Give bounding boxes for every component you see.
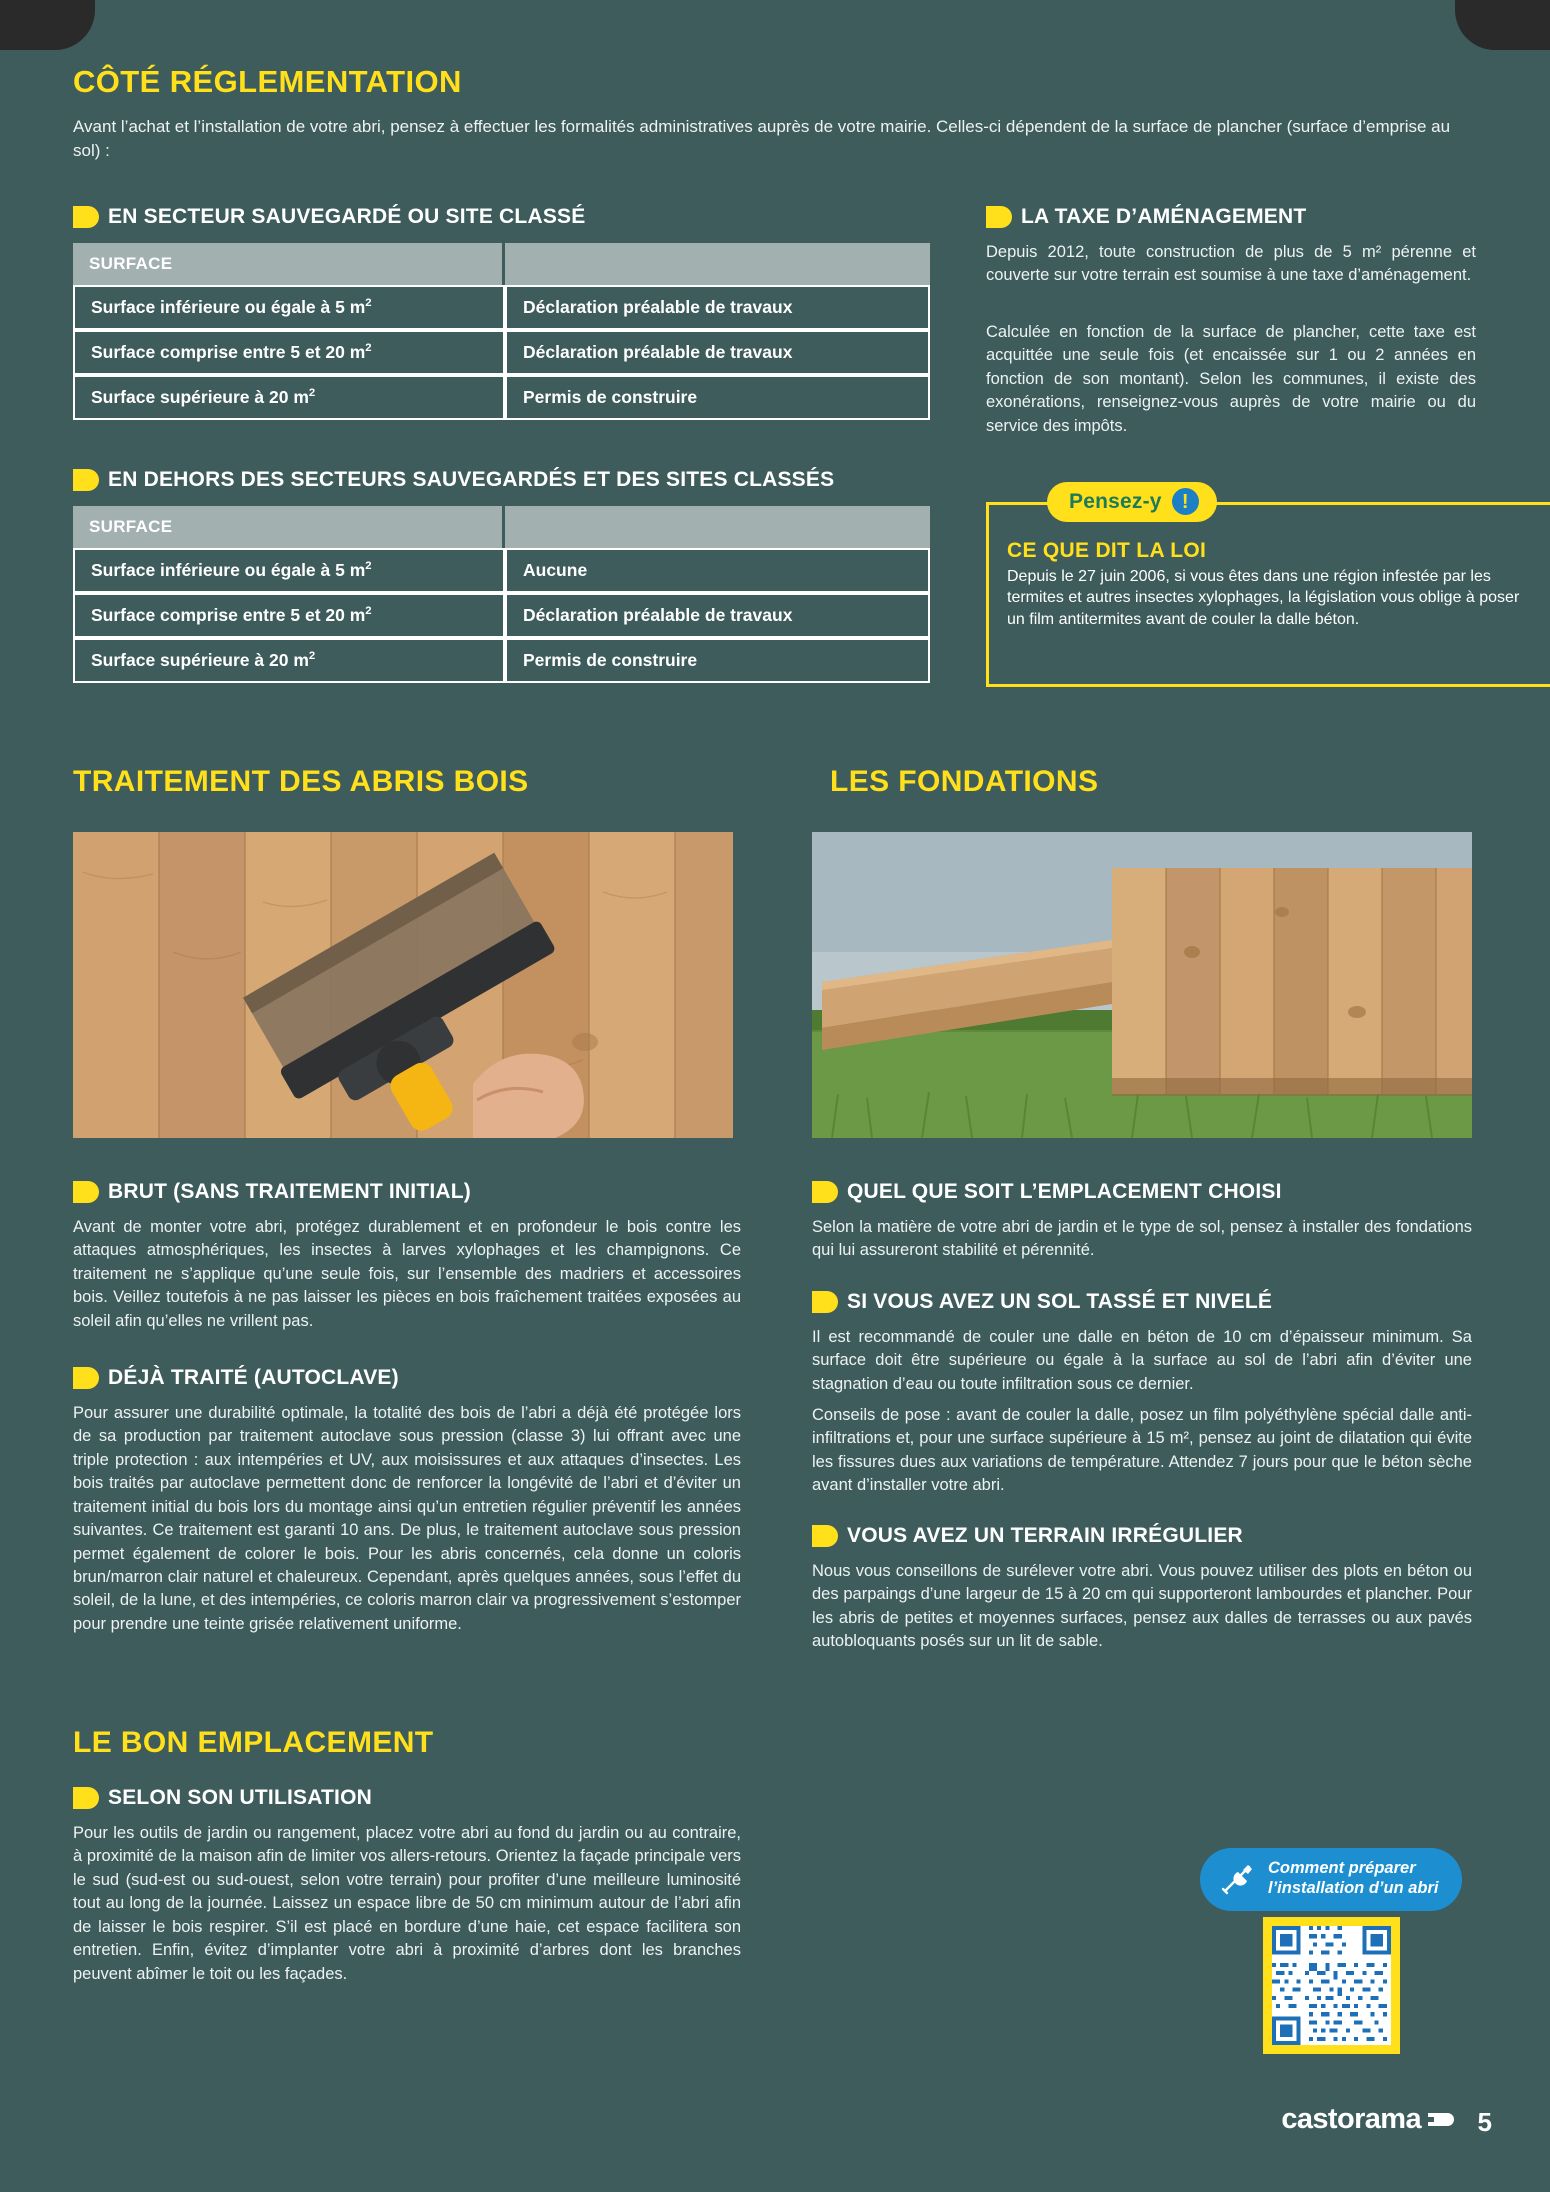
flag-bullet-icon	[73, 469, 99, 491]
heading-autoclave-label: DÉJÀ TRAITÉ (AUTOCLAVE)	[108, 1366, 399, 1389]
heading-sol-tasse-label: SI VOUS AVEZ UN SOL TASSÉ ET NIVELÉ	[847, 1290, 1273, 1313]
autoclave-text: Pour assurer une durabilité optimale, la totalité des bois de l’abri a déjà été protégée lors de sa production par traitement autoclave sous pression (classe 3) lui offrant avec une triple protection : aux intempéries et UV, aux moisissures et aux attaques d’insectes. Les bois traités par autoclave permettent donc de renforcer la longévité de l’abri et d’éviter un traitement initial du bois lors du montage ainsi qu’un entretien régulier préventif les années suivantes. Ce traitement est garanti 10 ans. De plus, le traitement autoclave sous pression permet également de colorer le bois. Pour les abris concernés, cela donne un coloris brun/marron clair naturel et chaleureux. Cependant, après quelques années, sous l’effet du soleil, de la lune, et des intempéries, ce coloris marron clair va progressivement s’estomper pour prendre une teinte grisée relativement uniforme.	[73, 1404, 741, 1633]
heading-autoclave	[73, 1366, 733, 1390]
flag-bullet-icon	[812, 1291, 838, 1313]
qr-promo-pill[interactable]	[1200, 1848, 1462, 1911]
table-row	[73, 285, 930, 330]
photo-fondations	[812, 832, 1472, 1138]
flag-bullet-icon	[73, 206, 99, 228]
table-header-row	[73, 243, 930, 285]
brand-name: castorama	[1281, 2103, 1421, 2135]
heading-selon-utilisation-label: SELON SON UTILISATION	[108, 1786, 372, 1809]
table-secteur-sauvegarde-wrapper	[73, 243, 930, 420]
table-header-row	[73, 506, 930, 548]
brand-logo	[1281, 2103, 1454, 2136]
heading-emplacement-choisi-label: QUEL QUE SOIT L’EMPLACEMENT CHOISI	[847, 1180, 1282, 1203]
exclamation-icon: !	[1172, 488, 1199, 515]
cell-formalite: Déclaration préalable de travaux	[505, 285, 930, 330]
qr-promo-block[interactable]	[1200, 1848, 1462, 2054]
heading-taxe-amenagement	[986, 205, 1486, 229]
flag-bullet-icon	[73, 1181, 99, 1203]
taxe-paragraph-2: Calculée en fonction de la surface de plancher, cette taxe est acquittée une seule fois (et encaissée sur 1 ou 2 années en fonction de son montant). Selon les communes, il existe des exonérations, renseignez-vous auprès de votre mairie ou du service des impôts.	[986, 323, 1476, 435]
cell-surface: Surface inférieure ou égale à 5 $m^2$	[73, 548, 505, 593]
flag-bullet-icon	[812, 1525, 838, 1547]
cell-surface: Surface supérieure à 20 $m^2$	[73, 638, 505, 683]
table-row	[73, 593, 930, 638]
heading-sol-tasse	[812, 1290, 1482, 1314]
emplacement-choisi-text: Selon la matière de votre abri de jardin et le type de sol, pensez à installer des fondations qui lui assureront stabilité et pérennité.	[812, 1218, 1472, 1260]
reglementation-intro: Avant l’achat et l’installation de votre abri, pensez à effectuer les formalités administratives auprès de votre mairie. Celles-ci dépendent de la surface de plancher (surface d’emprise au sol) :	[73, 117, 1451, 161]
brand-swoosh-icon	[1428, 2113, 1454, 2126]
table-row	[73, 375, 930, 420]
cell-formalite: Permis de construire	[505, 375, 930, 420]
cell-surface: Surface comprise entre 5 et 20 $m^2$	[73, 330, 505, 375]
section-title-fondations: LES FONDATIONS	[830, 765, 1099, 798]
callout-text: Depuis le 27 juin 2006, si vous êtes dans une région infestée par les termites et autres insectes xylophages, la législation vous oblige à poser un film antitermites avant de couler la dalle béton.	[1007, 568, 1520, 628]
section-title-traitement: TRAITEMENT DES ABRIS BOIS	[73, 765, 529, 798]
photo-traitement-svg	[73, 832, 733, 1138]
cell-formalite: Déclaration préalable de travaux	[505, 593, 930, 638]
table-hors-secteur	[73, 506, 930, 683]
cell-surface: Surface supérieure à 20 $m^2$	[73, 375, 505, 420]
heading-selon-utilisation	[73, 1786, 733, 1810]
cell-formalite: Aucune	[505, 548, 930, 593]
flag-bullet-icon	[986, 206, 1012, 228]
cell-surface: Surface comprise entre 5 et 20 $m^2$	[73, 593, 505, 638]
heading-taxe-amenagement-label: LA TAXE D’AMÉNAGEMENT	[1021, 205, 1307, 228]
photo-traitement-bois	[73, 832, 733, 1138]
flag-bullet-icon	[73, 1787, 99, 1809]
page-number: 5	[1477, 2107, 1492, 2137]
tools-icon	[1218, 1860, 1256, 1898]
selon-utilisation-text: Pour les outils de jardin ou rangement, placez votre abri au fond du jardin ou au contraire, à proximité de la maison afin de limiter vos allers-retours. Orientez la façade principale vers le sud (sud-est ou sud-ouest, selon votre terrain) pour profiter d’une meilleure luminosité tout au long de la journée. Laissez un espace libre de 50 cm minimum autour de l’abri afin de laisser le bois respirer. S’il est placé en bordure d’une haie, cet espace facilitera son entretien. Enfin, évitez d’implanter votre abri à proximité d’arbres dont les branches peuvent abîmer le toit ou les façades.	[73, 1824, 741, 1983]
heading-emplacement-choisi	[812, 1180, 1482, 1204]
qr-code-box[interactable]	[1263, 1917, 1400, 2054]
callout-badge	[1047, 482, 1217, 522]
sol-tasse-paragraph-1: Il est recommandé de couler une dalle en béton de 10 cm d’épaisseur minimum. Sa surface doit être supérieure ou égale à la surface au sol de l’abri afin d’éviter une stagnation d’eau ou toute infiltration sous ce dernier.	[812, 1328, 1472, 1393]
section-title-bon-emplacement: LE BON EMPLACEMENT	[73, 1726, 434, 1759]
col-header-formalite	[505, 506, 930, 548]
qr-promo-line2: l’installation d’un abri	[1268, 1878, 1439, 1897]
table-row	[73, 638, 930, 683]
qr-code[interactable]	[1272, 1926, 1391, 2045]
heading-secteur-sauvegarde	[73, 205, 973, 229]
qr-code-svg	[1272, 1926, 1391, 2045]
photo-fondations-svg	[812, 832, 1472, 1138]
section-title-reglementation: CÔTÉ RÉGLEMENTATION	[73, 64, 462, 99]
heading-secteur-sauvegarde-label: EN SECTEUR SAUVEGARDÉ OU SITE CLASSÉ	[108, 205, 586, 228]
heading-brut-label: BRUT (SANS TRAITEMENT INITIAL)	[108, 1180, 471, 1203]
callout-pensez-y	[986, 489, 1550, 687]
heading-terrain-irregulier	[812, 1524, 1482, 1548]
heading-terrain-irregulier-label: VOUS AVEZ UN TERRAIN IRRÉGULIER	[847, 1524, 1243, 1547]
table-hors-secteur-wrapper	[73, 506, 930, 683]
qr-promo-line1: Comment préparer	[1268, 1859, 1416, 1877]
terrain-irregulier-text: Nous vous conseillons de surélever votre abri. Vous pouvez utiliser des plots en béton ou des parpaings d’une largeur de 15 à 20 cm qui supporteront lambourdes et plancher. Pour les abris de petites et moyennes surfaces, pensez aux dalles de terrasses ou aux pavés autobloquants posés sur un lit de sable.	[812, 1562, 1472, 1651]
table-secteur-sauvegarde	[73, 243, 930, 420]
flag-bullet-icon	[73, 1367, 99, 1389]
callout-title: CE QUE DIT LA LOI	[1007, 539, 1207, 562]
cell-formalite: Déclaration préalable de travaux	[505, 330, 930, 375]
col-header-surface: SURFACE	[73, 506, 505, 548]
heading-brut	[73, 1180, 733, 1204]
brut-text: Avant de monter votre abri, protégez durablement et en profondeur le bois contre les attaques atmosphériques, les insectes à larves xylophages et les champignons. Ce traitement ne s’applique qu’une seule fois, sur l’ensemble des madriers et accessoires bois. Veillez toutefois à ne pas laisser les pièces en bois fraîchement traitées exposées au soleil afin qu’elles ne vrillent pas.	[73, 1218, 741, 1330]
col-header-surface: SURFACE	[73, 243, 505, 285]
table-row	[73, 330, 930, 375]
sol-tasse-paragraph-2: Conseils de pose : avant de couler la dalle, posez un film polyéthylène spécial dalle anti-infiltrations et, pour une surface supérieure à 15 m², pensez au joint de dilatation qui évite les fissures dues aux variations de température. Attendez 7 jours pour que le béton sèche avant d’installer votre abri.	[812, 1406, 1472, 1495]
col-header-formalite	[505, 243, 930, 285]
flag-bullet-icon	[812, 1181, 838, 1203]
heading-hors-secteur	[73, 468, 993, 492]
callout-badge-label: Pensez-y	[1069, 489, 1162, 513]
table-row	[73, 548, 930, 593]
heading-hors-secteur-label: EN DEHORS DES SECTEURS SAUVEGARDÉS ET DES SITES CLASSÉS	[108, 468, 835, 491]
cell-surface: Surface inférieure ou égale à 5 $m^2$	[73, 285, 505, 330]
cell-formalite: Permis de construire	[505, 638, 930, 683]
taxe-paragraph-1: Depuis 2012, toute construction de plus de 5 m² pérenne et couverte sur votre terrain est soumise à une taxe d’aménagement.	[986, 243, 1476, 285]
